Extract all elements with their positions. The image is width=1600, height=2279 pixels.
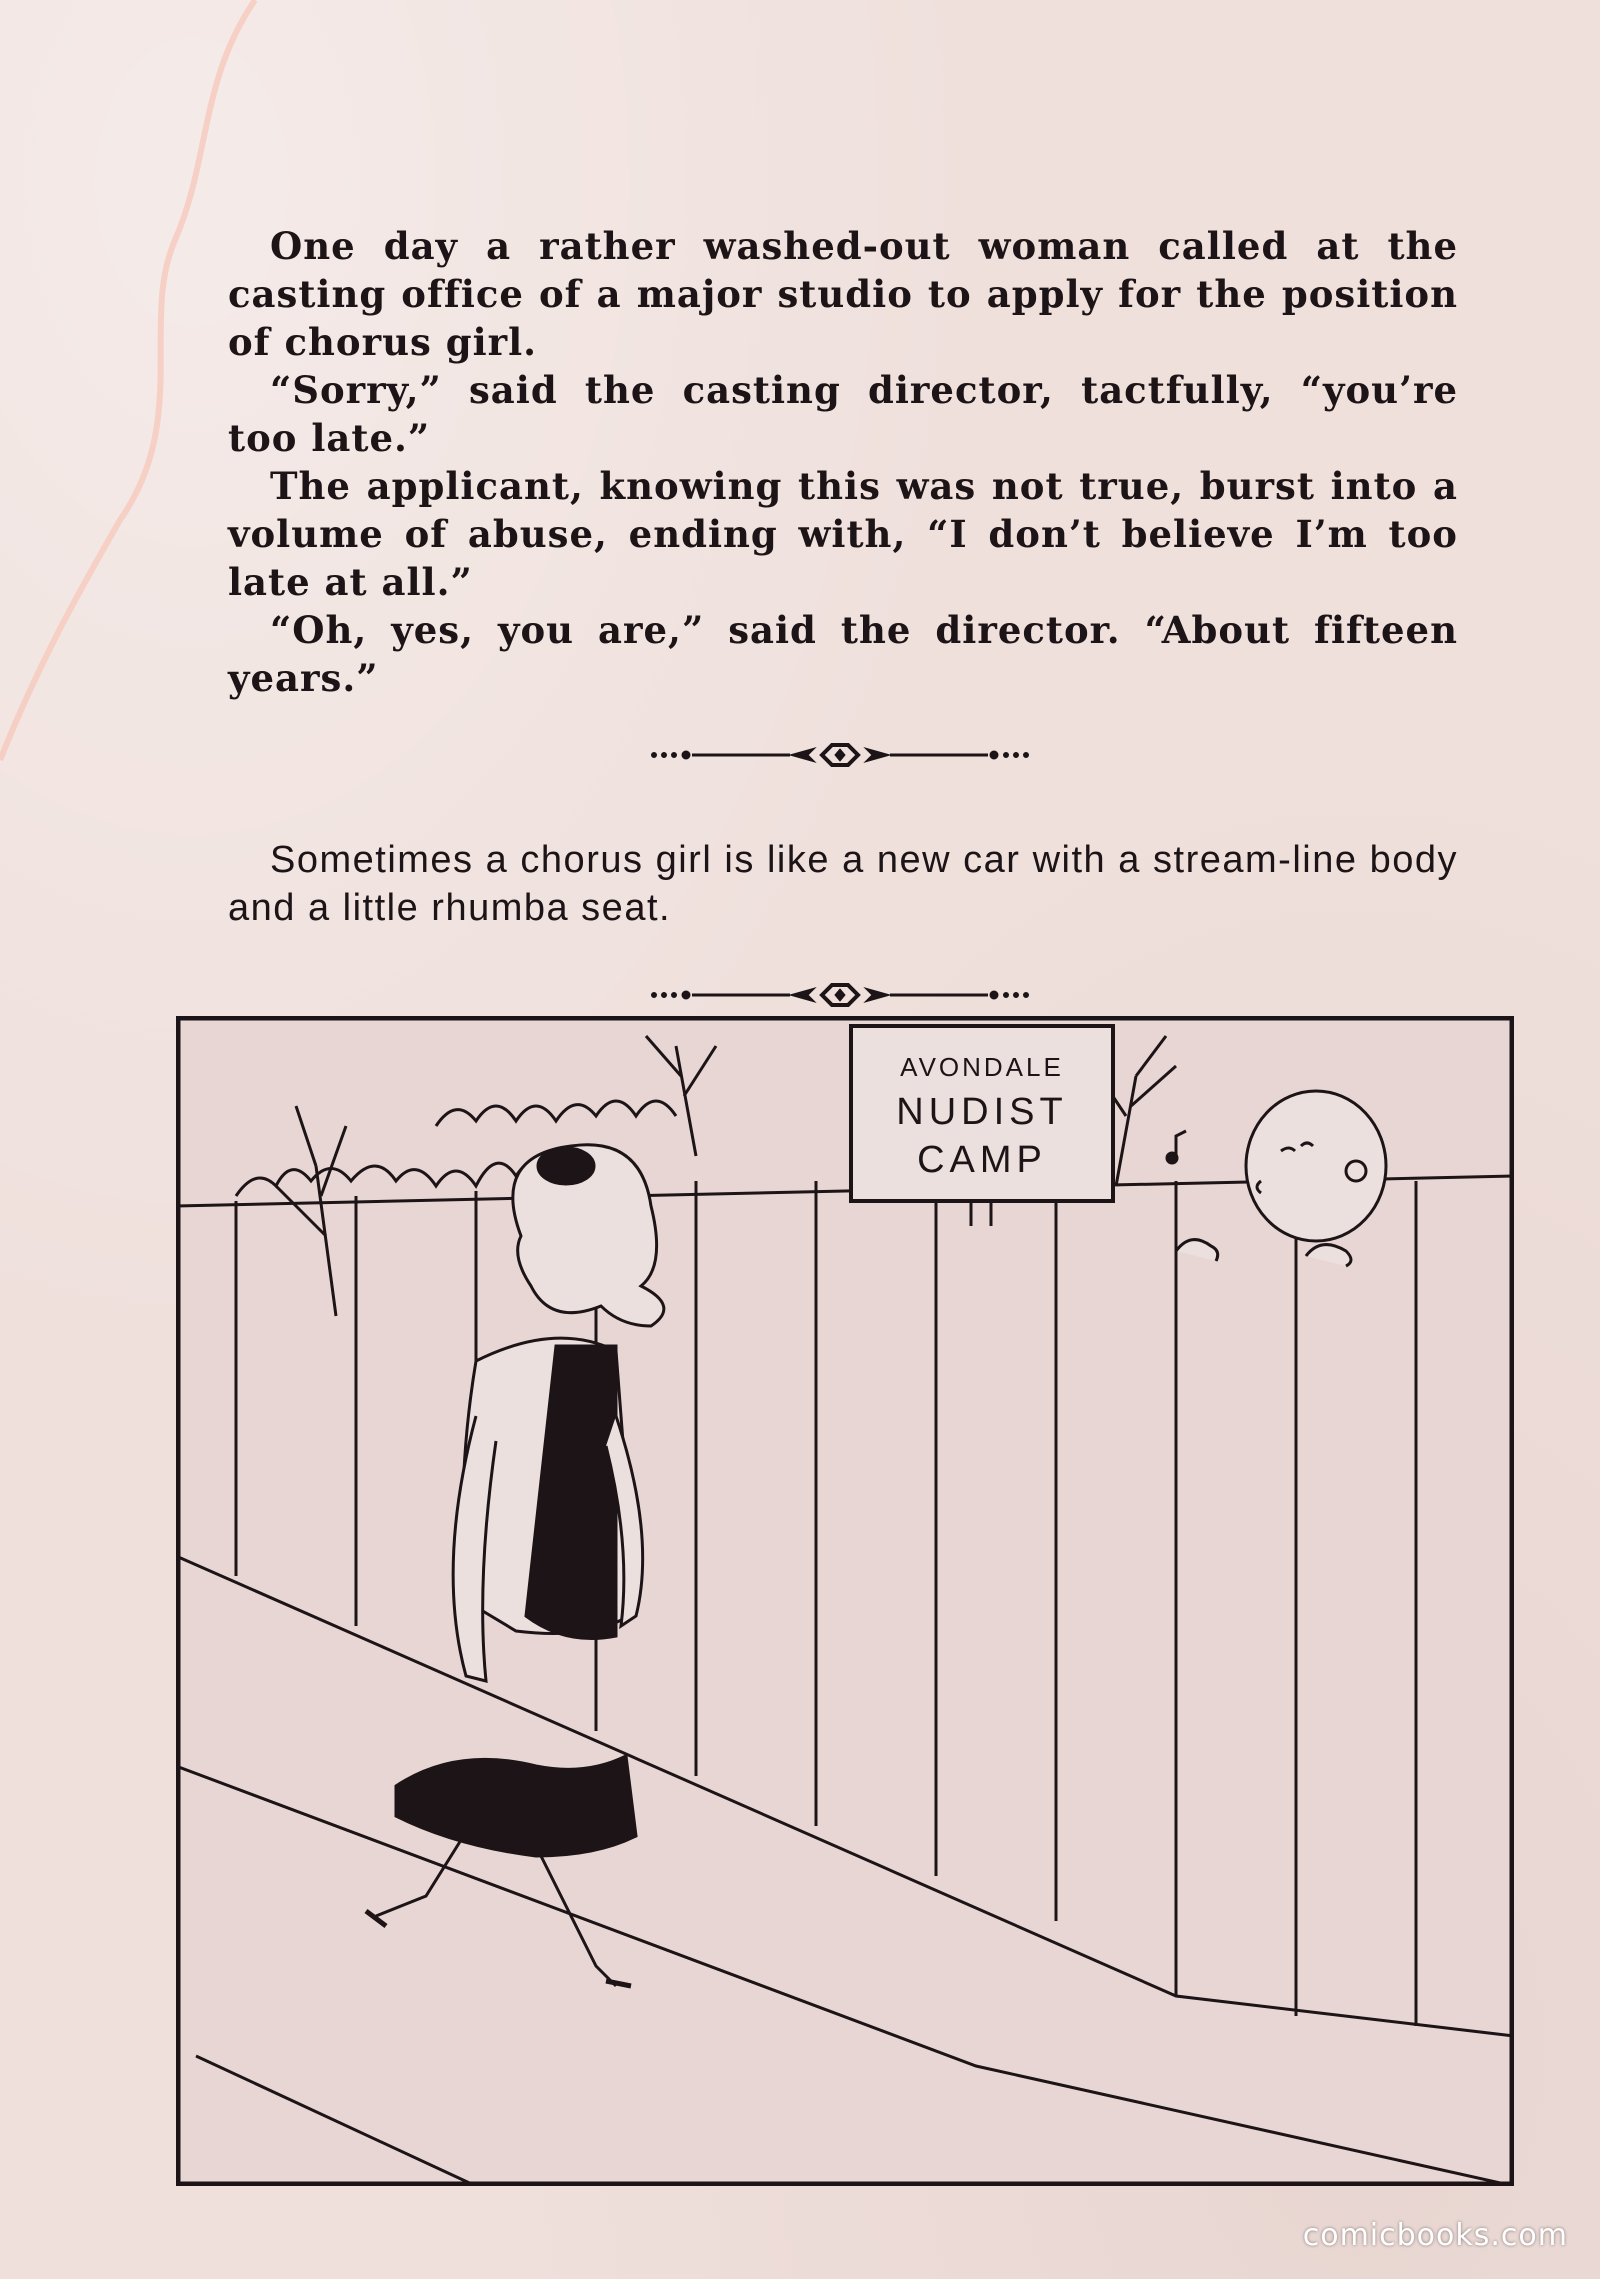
- cartoon-panel: [176, 1016, 1514, 2186]
- joke-casting-director: [228, 222, 1458, 702]
- nudist-camp-sign: [851, 1026, 1113, 1226]
- ornamental-divider: [640, 735, 1040, 775]
- page-crease: [0, 0, 260, 780]
- joke-paragraph: One day a rather washed-out woman called at the casting office of a major studio to apply for the position of chorus girl.: [228, 224, 1458, 364]
- sign-line: CAMP: [917, 1139, 1047, 1181]
- joke-paragraph: “Sorry,” said the casting director, tactfully, “you’re too late.”: [228, 368, 1458, 460]
- watermark: comicbooks.com: [1302, 2218, 1568, 2253]
- joke-paragraph: Sometimes a chorus girl is like a new car with a stream-line body and a little rhumba seat.: [228, 839, 1458, 929]
- joke-paragraph: The applicant, knowing this was not true, burst into a volume of abuse, ending with, “I don’t believe I’m too late at all.”: [228, 464, 1458, 604]
- joke-paragraph: “Oh, yes, you are,” said the director. “About fifteen years.”: [228, 608, 1458, 700]
- ornamental-divider: [640, 975, 1040, 1015]
- sign-line: NUDIST: [896, 1091, 1068, 1133]
- joke-chorus-girl-car: [228, 836, 1458, 932]
- sign-line: AVONDALE: [900, 1052, 1064, 1082]
